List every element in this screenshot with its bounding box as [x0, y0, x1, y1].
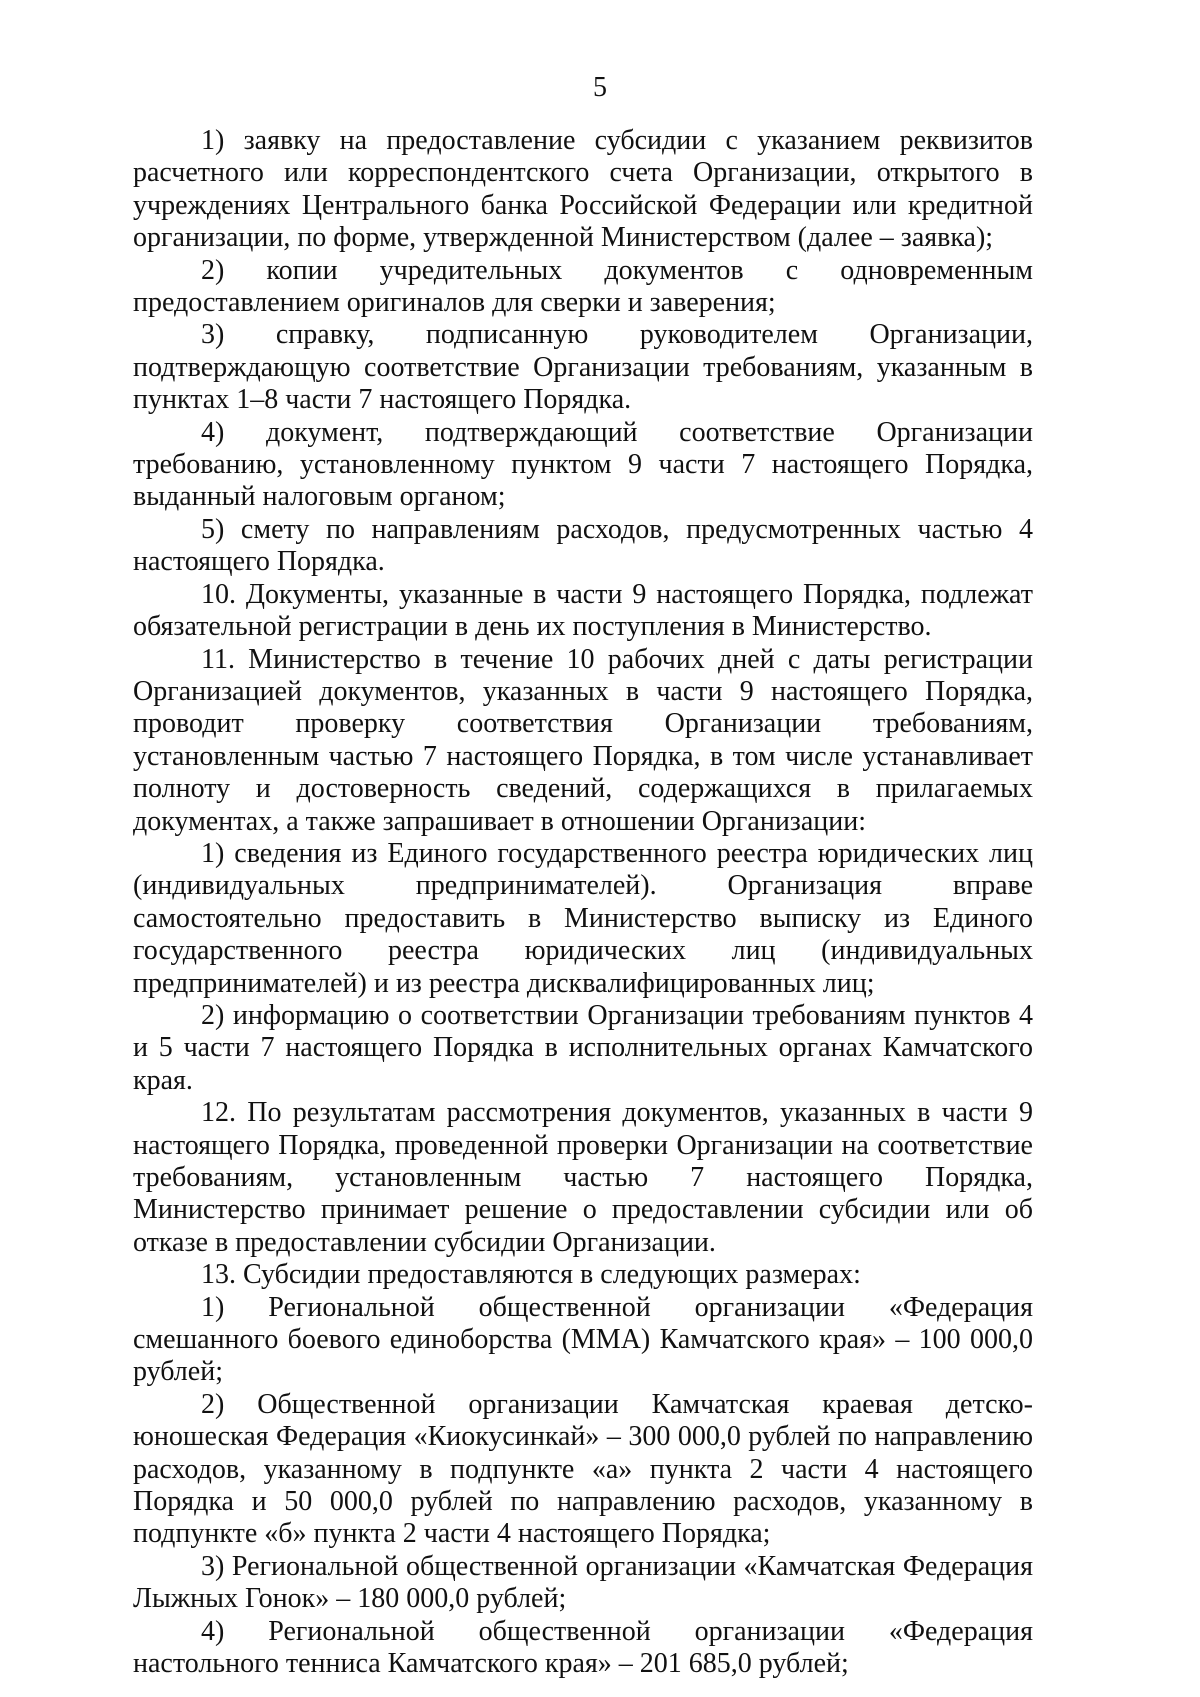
paragraph-item-13-1: 1) Региональной общественной организации «Федерация смешанного боевого единоборства (ММА) Камчатского края» – 100 000,0 рублей; [133, 1291, 1033, 1388]
paragraph-section-10: 10. Документы, указанные в части 9 настоящего Порядка, подлежат обязательной регистрации в день их поступления в Министерство. [133, 578, 1033, 643]
paragraph-item-9-3: 3) справку, подписанную руководителем Организации, подтверждающую соответствие Организации требованиям, указанным в пунктах 1–8 части 7 настоящего Порядка. [133, 319, 1033, 416]
paragraph-item-13-2: 2) Общественной организации Камчатская краевая детско-юношеская Федерация «Киокусинкай» – 300 000,0 рублей по направлению расходов, указанному в подпункте «а» пункта 2 части 4 настоящего Порядка и 50 000,0 рублей по направлению расходов, указанному в подпункте «б» пункта 2 части 4 настоящего Порядка; [133, 1388, 1033, 1550]
document-body [133, 125, 1033, 1681]
page-number: 5 [593, 72, 607, 103]
paragraph-item-11-2: 2) информацию о соответствии Организации требованиям пунктов 4 и 5 части 7 настоящего Порядка в исполнительных органах Камчатского края. [133, 999, 1033, 1096]
paragraph-item-13-3: 3) Региональной общественной организации «Камчатская Федерация Лыжных Гонок» – 180 000,0 рублей; [133, 1550, 1033, 1615]
paragraph-section-11: 11. Министерство в течение 10 рабочих дней с даты регистрации Организацией документов, указанных в части 9 настоящего Порядка, проводит проверку соответствия Организации требованиям, установленным частью 7 настоящего Порядка, в том числе устанавливает полноту и достоверность сведений, содержащихся в прилагаемых документах, а также запрашивает в отношении Организации: [133, 643, 1033, 837]
paragraph-section-13: 13. Субсидии предоставляются в следующих размерах: [201, 1259, 861, 1291]
paragraph-section-12: 12. По результатам рассмотрения документов, указанных в части 9 настоящего Порядка, проведенной проверки Организации на соответствие требованиям, установленным частью 7 настоящего Порядка, Министерство принимает решение о предоставлении субсидии или об отказе в предоставлении субсидии Организации. [133, 1097, 1033, 1258]
paragraph-item-11-1: 1) сведения из Единого государственного реестра юридических лиц (индивидуальных предпринимателей). Организация вправе самостоятельно предоставить в Министерство выписку из Единого государственного реестра юридических лиц (индивидуальных предпринимателей) и из реестра дисквалифицированных лиц; [133, 837, 1033, 999]
paragraph-item-9-5: 5) смету по направлениям расходов, предусмотренных частью 4 настоящего Порядка. [133, 513, 1033, 578]
paragraph-item-9-2: 2) копии учредительных документов с одновременным предоставлением оригиналов для сверки и заверения; [133, 254, 1033, 319]
paragraph-item-9-1: 1) заявку на предоставление субсидии с указанием реквизитов расчетного или корреспондентского счета Организации, открытого в учреждениях Центрального банка Российской Федерации или кредитной организации, по форме, утвержденной Министерством (далее – заявка); [133, 125, 1033, 254]
paragraph-item-9-4: 4) документ, подтверждающий соответствие Организации требованию, установленному пунктом 9 части 7 настоящего Порядка, выданный налоговым органом; [133, 416, 1033, 513]
paragraph-item-13-4: 4) Региональной общественной организации «Федерация настольного тенниса Камчатского края» – 201 685,0 рублей; [133, 1615, 1033, 1680]
